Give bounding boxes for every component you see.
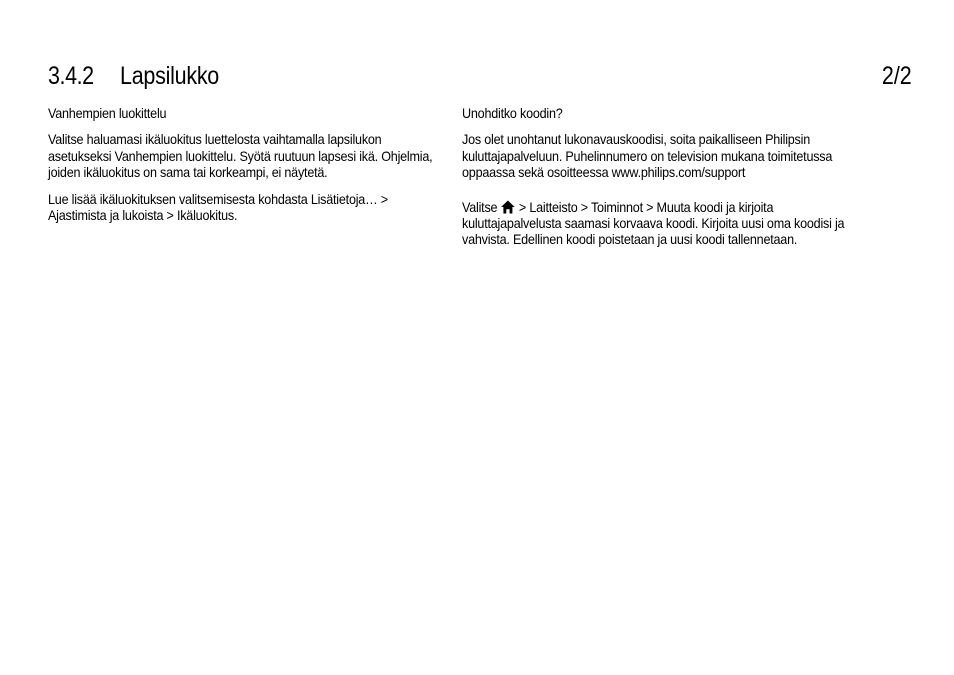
left-heading: Vanhempien luokittelu <box>48 105 167 121</box>
right-column <box>462 105 857 258</box>
page-indicator: 2/2 <box>882 62 912 90</box>
right-paragraph-2-end: > Laitteisto > Toiminnot > Muuta koodi ja kirjoita kuluttajapalvelusta saamasi korvaava koodi. Kirjoita uusi oma koodisi ja vahvista. Edellinen koodi poistetaan ja uusi koodi tallennetaan. <box>462 198 845 248</box>
home-icon <box>501 200 515 214</box>
right-heading: Unohditko koodin? <box>462 105 563 121</box>
left-paragraph-1: Valitse haluamasi ikäluokitus luettelosta vaihtamalla lapsilukon asetukseksi Vanhempien luokittelu. Syötä ruutuun lapsesi ikä. Ohjelmia, joiden ikäluokitus on sama tai korkeampi, ei näytetä. <box>48 131 433 181</box>
left-paragraph-2: Lue lisää ikäluokituksen valitsemisesta kohdasta Lisätietoja… > Ajastimista ja lukoista > Ikäluokitus. <box>48 190 388 224</box>
right-paragraph-1: Jos olet unohtanut lukonavauskoodisi, soita paikalliseen Philipsin kuluttajapalveluun. Puhelinnumero on television mukana toimitetussa oppaassa sekä osoitteessa www.philips.com/support <box>462 131 833 181</box>
right-paragraph-2-start: Valitse <box>462 198 498 215</box>
left-column <box>48 105 443 233</box>
page-header <box>48 60 912 94</box>
page-title: Lapsilukko <box>120 62 220 90</box>
right-paragraph-2 <box>462 199 849 248</box>
section-number: 3.4.2 <box>48 62 94 90</box>
